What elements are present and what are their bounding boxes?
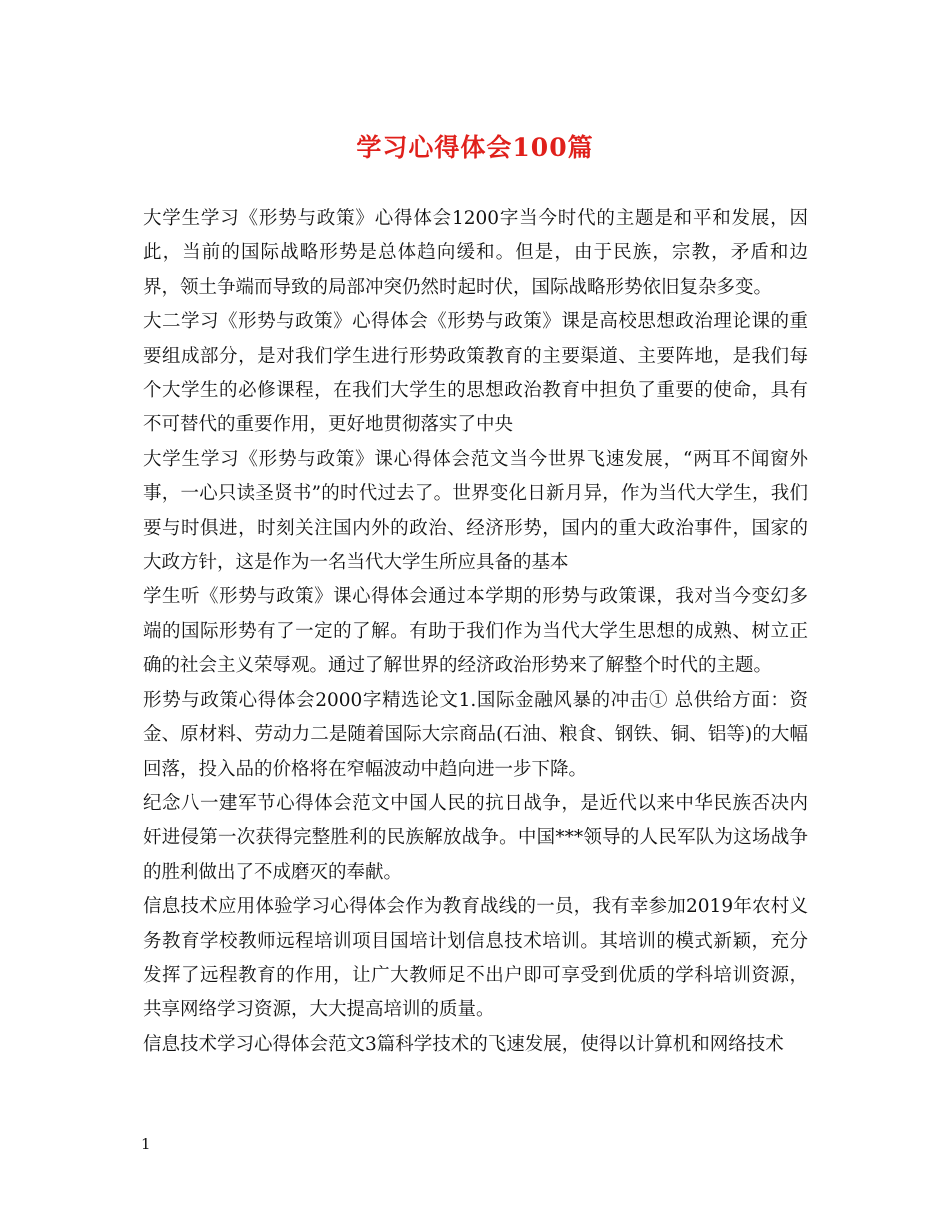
page-number: 1	[141, 1135, 151, 1153]
paragraph-4: 学生听《形势与政策》课心得体会通过本学期的形势与政策课，我对当今变幻多端的国际形势有了一定的了解。有助于我们作为当代大学生思想的成熟、树立正确的社会主义荣辱观。通过了解世界的经济政治形势来了解整个时代的主题。	[143, 586, 808, 677]
paragraph-8: 信息技术学习心得体会范文3篇科学技术的飞速发展，使得以计算机和网络技术	[143, 1033, 784, 1055]
paragraph-7: 信息技术应用体验学习心得体会作为教育战线的一员，我有幸参加2019年农村义务教育学校教师远程培训项目国培计划信息技术培训。其培训的模式新颖，充分发挥了远程教育的作用，让广大教师足不出户即可享受到优质的学科培训资源，共享网络学习资源，大大提高培训的质量。	[143, 896, 808, 1021]
paragraph-3: 大学生学习《形势与政策》课心得体会范文当今世界飞速发展，“两耳不闻窗外事，一心只读圣贤书”的时代过去了。世界变化日新月异，作为当代大学生，我们要与时俱进，时刻关注国内外的政治、经济形势，国内的重大政治事件，国家的大政方针，这是作为一名当代大学生所应具备的基本	[143, 448, 808, 574]
paragraph-1: 大学生学习《形势与政策》心得体会1200字当今时代的主题是和平和发展，因此，当前的国际战略形势是总体趋向缓和。但是，由于民族，宗教，矛盾和边界，领土争端而导致的局部冲突仍然时起时伏，国际战略形势依旧复杂多变。	[143, 208, 808, 298]
document-body	[143, 202, 808, 1062]
document-title: 学习心得体会100篇	[356, 133, 594, 162]
paragraph-6: 纪念八一建军节心得体会范文中国人民的抗日战争，是近代以来中华民族否决内奸进侵第一次获得完整胜利的民族解放战争。中国***领导的人民军队为这场战争的胜利做出了不成磨灭的奉献。	[143, 792, 808, 883]
paragraph-2: 大二学习《形势与政策》心得体会《形势与政策》课是高校思想政治理论课的重要组成部分，是对我们学生进行形势政策教育的主要渠道、主要阵地，是我们每个大学生的必修课程，在我们大学生的思想政治教育中担负了重要的使命，具有不可替代的重要作用，更好地贯彻落实了中央	[143, 311, 808, 436]
paragraph-5: 形势与政策心得体会2000字精选论文1.国际金融风暴的冲击① 总供给方面：资金、原材料、劳动力二是随着国际大宗商品(石油、粮食、钢铁、铜、铝等)的大幅回落，投入品的价格将在窄幅波动中趋向进一步下降。	[143, 689, 808, 780]
